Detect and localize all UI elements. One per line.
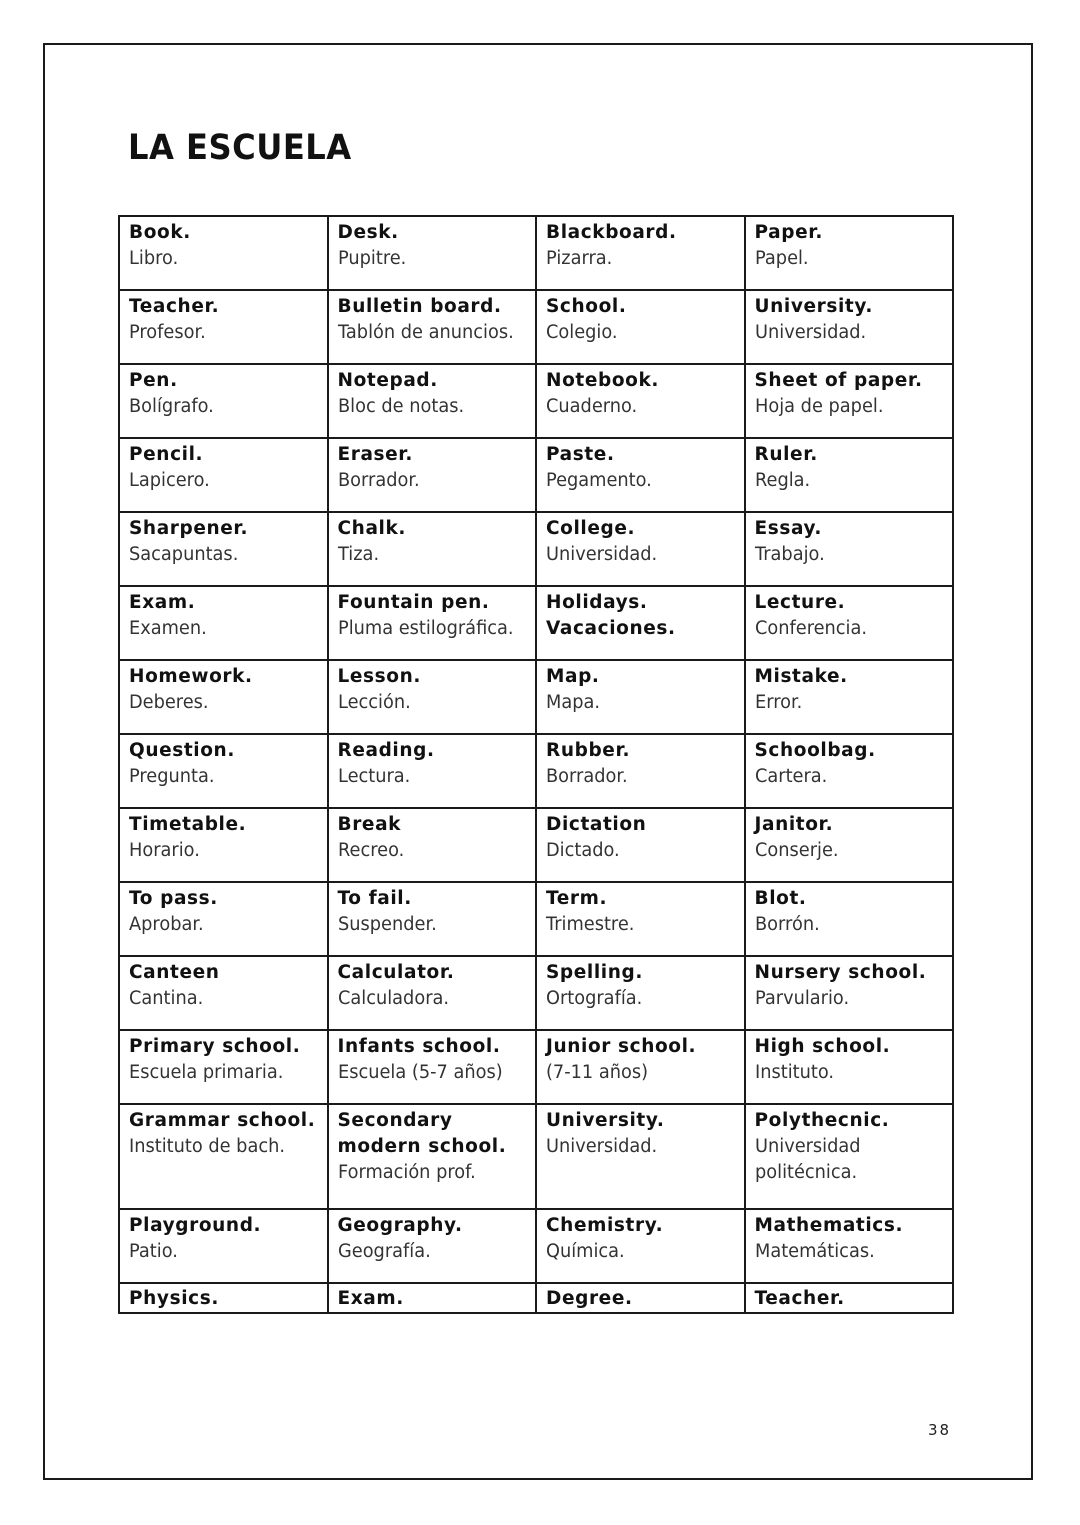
spanish-translation: (7-11 años) xyxy=(546,1062,649,1083)
vocab-cell xyxy=(745,1283,954,1313)
english-term: Essay. xyxy=(754,518,823,539)
english-term: Notepad. xyxy=(337,370,438,391)
english-term: Mistake. xyxy=(754,666,848,687)
spanish-translation: Lapicero. xyxy=(129,470,210,491)
english-term: Term. xyxy=(546,888,608,909)
spanish-translation: Patio. xyxy=(129,1241,178,1262)
spanish-translation: Ortografía. xyxy=(546,988,643,1009)
vocab-cell xyxy=(328,660,537,734)
spanish-translation: Libro. xyxy=(129,248,179,269)
vocab-cell xyxy=(119,216,328,290)
english-term: Desk. xyxy=(337,222,399,243)
spanish-translation: Papel. xyxy=(754,248,809,269)
spanish-translation: Universidad. xyxy=(546,1136,658,1157)
vocab-cell xyxy=(536,512,745,586)
table-row xyxy=(119,808,953,882)
vocab-cell xyxy=(536,882,745,956)
english-term: University. xyxy=(546,1110,665,1131)
spanish-translation: Trabajo. xyxy=(754,544,825,565)
vocab-cell xyxy=(536,1283,745,1313)
english-term: Sheet of paper. xyxy=(754,370,923,391)
english-term: Playground. xyxy=(129,1215,262,1236)
spanish-translation: Sacapuntas. xyxy=(129,544,239,565)
vocab-cell xyxy=(328,956,537,1030)
vocab-cell xyxy=(119,1209,328,1283)
english-term: Exam. xyxy=(129,592,196,613)
vocab-cell xyxy=(328,1209,537,1283)
table-row xyxy=(119,734,953,808)
english-term: Infants school. xyxy=(337,1036,501,1057)
english-term: Physics. xyxy=(129,1288,219,1309)
vocab-cell xyxy=(328,216,537,290)
english-term-line: Secondary xyxy=(337,1110,453,1131)
vocab-cell xyxy=(745,512,954,586)
spanish-translation: Bolígrafo. xyxy=(129,396,214,417)
vocab-cell xyxy=(119,364,328,438)
vocab-cell xyxy=(536,1104,745,1209)
english-term: Spelling. xyxy=(546,962,643,983)
spanish-translation: Pizarra. xyxy=(546,248,613,269)
spanish-translation: politécnica. xyxy=(754,1162,857,1183)
english-term: Bulletin board. xyxy=(337,296,502,317)
table-row xyxy=(119,1283,953,1313)
vocab-cell xyxy=(536,364,745,438)
english-term: Timetable. xyxy=(129,814,247,835)
vocab-cell xyxy=(119,586,328,660)
english-term: Junior school. xyxy=(546,1036,697,1057)
spanish-translation: Lección. xyxy=(337,692,411,713)
english-term: University. xyxy=(754,296,873,317)
spanish-translation: Vacaciones. xyxy=(546,618,676,639)
spanish-translation: Cuaderno. xyxy=(546,396,638,417)
english-term: Notebook. xyxy=(546,370,659,391)
table-row xyxy=(119,438,953,512)
table-row xyxy=(119,512,953,586)
spanish-translation: Lectura. xyxy=(337,766,410,787)
vocab-cell xyxy=(328,734,537,808)
spanish-translation: Pegamento. xyxy=(546,470,652,491)
english-term: Sharpener. xyxy=(129,518,249,539)
vocab-cell xyxy=(745,882,954,956)
vocab-cell xyxy=(536,216,745,290)
table-row xyxy=(119,660,953,734)
table-row xyxy=(119,290,953,364)
spanish-translation: Formación prof. xyxy=(337,1162,476,1183)
vocab-cell xyxy=(745,734,954,808)
english-term: Break xyxy=(337,814,402,835)
spanish-translation: Hoja de papel. xyxy=(754,396,883,417)
english-term: Teacher. xyxy=(754,1288,845,1309)
vocab-cell xyxy=(536,808,745,882)
vocab-cell xyxy=(119,956,328,1030)
vocab-cell xyxy=(328,808,537,882)
spanish-translation: Escuela (5-7 años) xyxy=(337,1062,503,1083)
english-term: Book. xyxy=(129,222,191,243)
vocab-cell xyxy=(119,882,328,956)
vocab-cell xyxy=(119,1283,328,1313)
spanish-translation: Parvulario. xyxy=(754,988,849,1009)
english-term: Paste. xyxy=(546,444,615,465)
spanish-translation: Recreo. xyxy=(337,840,404,861)
vocab-cell xyxy=(745,290,954,364)
english-term: Lesson. xyxy=(337,666,421,687)
english-term: Pen. xyxy=(129,370,178,391)
vocab-cell xyxy=(745,956,954,1030)
spanish-translation: Tablón de anuncios. xyxy=(337,322,514,343)
vocab-cell xyxy=(328,290,537,364)
vocab-cell xyxy=(328,586,537,660)
vocab-cell xyxy=(536,586,745,660)
vocab-cell xyxy=(328,364,537,438)
vocab-cell xyxy=(536,1209,745,1283)
table-row xyxy=(119,882,953,956)
vocab-cell xyxy=(328,512,537,586)
english-term: Chalk. xyxy=(337,518,407,539)
vocab-cell xyxy=(119,438,328,512)
table-row xyxy=(119,1104,953,1209)
spanish-translation: Borrador. xyxy=(337,470,420,491)
spanish-translation: Cantina. xyxy=(129,988,204,1009)
spanish-translation: Conserje. xyxy=(754,840,839,861)
spanish-translation: Profesor. xyxy=(129,322,206,343)
english-term: Chemistry. xyxy=(546,1215,664,1236)
english-term: Teacher. xyxy=(129,296,220,317)
spanish-translation: Conferencia. xyxy=(754,618,867,639)
spanish-translation: Pupitre. xyxy=(337,248,406,269)
table-row xyxy=(119,1030,953,1104)
english-term: Homework. xyxy=(129,666,253,687)
english-term: Schoolbag. xyxy=(754,740,876,761)
vocabulary-table xyxy=(118,215,954,1314)
english-term: Janitor. xyxy=(754,814,834,835)
page-number: 38 xyxy=(928,1421,952,1439)
spanish-translation: Aprobar. xyxy=(129,914,204,935)
english-term: Eraser. xyxy=(337,444,414,465)
english-term-line: modern school. xyxy=(337,1136,507,1157)
vocab-cell xyxy=(328,1104,537,1209)
english-term: Primary school. xyxy=(129,1036,301,1057)
spanish-translation: Mapa. xyxy=(546,692,601,713)
vocab-cell xyxy=(119,660,328,734)
vocab-cell xyxy=(745,586,954,660)
vocab-cell xyxy=(745,1209,954,1283)
english-term: Question. xyxy=(129,740,235,761)
english-term: Reading. xyxy=(337,740,435,761)
english-term: Pencil. xyxy=(129,444,204,465)
spanish-translation: Pluma estilográfica. xyxy=(337,618,514,639)
vocab-cell xyxy=(745,660,954,734)
english-term: School. xyxy=(546,296,627,317)
vocab-cell xyxy=(119,512,328,586)
spanish-translation: Tiza. xyxy=(337,544,379,565)
spanish-translation: Instituto de bach. xyxy=(129,1136,286,1157)
vocab-cell xyxy=(119,808,328,882)
spanish-translation: Química. xyxy=(546,1241,625,1262)
vocab-cell xyxy=(328,438,537,512)
spanish-translation: Borrador. xyxy=(546,766,628,787)
english-term: Lecture. xyxy=(754,592,846,613)
english-term: Rubber. xyxy=(546,740,631,761)
vocab-cell xyxy=(536,290,745,364)
spanish-translation: Universidad. xyxy=(754,322,866,343)
spanish-translation: Calculadora. xyxy=(337,988,449,1009)
spanish-translation: Trimestre. xyxy=(546,914,635,935)
english-term: Paper. xyxy=(754,222,823,243)
spanish-translation: Examen. xyxy=(129,618,207,639)
table-row xyxy=(119,364,953,438)
spanish-translation: Dictado. xyxy=(546,840,620,861)
english-term: Blot. xyxy=(754,888,807,909)
vocab-cell xyxy=(745,1104,954,1209)
spanish-translation: Escuela primaria. xyxy=(129,1062,284,1083)
english-term: Nursery school. xyxy=(754,962,927,983)
vocab-cell xyxy=(745,438,954,512)
english-term: Exam. xyxy=(337,1288,404,1309)
english-term: Grammar school. xyxy=(129,1110,316,1131)
spanish-translation: Pregunta. xyxy=(129,766,215,787)
spanish-translation: Instituto. xyxy=(754,1062,834,1083)
vocabulary-table-body xyxy=(119,216,953,1313)
spanish-translation: Deberes. xyxy=(129,692,209,713)
english-term: To fail. xyxy=(337,888,412,909)
vocab-cell xyxy=(536,1030,745,1104)
vocab-cell xyxy=(328,1283,537,1313)
vocab-cell xyxy=(536,956,745,1030)
spanish-translation: Horario. xyxy=(129,840,200,861)
english-term: Geography. xyxy=(337,1215,463,1236)
spanish-translation: Bloc de notas. xyxy=(337,396,464,417)
spanish-translation: Matemáticas. xyxy=(754,1241,875,1262)
spanish-translation: Regla. xyxy=(754,470,810,491)
table-row xyxy=(119,956,953,1030)
spanish-translation: Universidad. xyxy=(546,544,658,565)
english-term: Dictation xyxy=(546,814,647,835)
spanish-translation: Universidad xyxy=(754,1136,861,1157)
english-term: High school. xyxy=(754,1036,891,1057)
english-term: Canteen xyxy=(129,962,220,983)
vocab-cell xyxy=(745,364,954,438)
vocab-cell xyxy=(328,882,537,956)
vocab-cell xyxy=(119,1030,328,1104)
vocab-cell xyxy=(119,290,328,364)
english-term: Mathematics. xyxy=(754,1215,904,1236)
vocab-cell xyxy=(745,808,954,882)
english-term: Fountain pen. xyxy=(337,592,490,613)
page-title: LA ESCUELA xyxy=(128,128,352,168)
vocab-cell xyxy=(328,1030,537,1104)
vocab-cell xyxy=(745,1030,954,1104)
spanish-translation: Colegio. xyxy=(546,322,618,343)
english-term: Polythecnic. xyxy=(754,1110,890,1131)
vocab-cell xyxy=(119,734,328,808)
table-row xyxy=(119,1209,953,1283)
vocab-cell xyxy=(745,216,954,290)
english-term: Blackboard. xyxy=(546,222,677,243)
spanish-translation: Suspender. xyxy=(337,914,437,935)
english-term: Ruler. xyxy=(754,444,818,465)
spanish-translation: Cartera. xyxy=(754,766,827,787)
table-row xyxy=(119,586,953,660)
english-term: Degree. xyxy=(546,1288,633,1309)
english-term: To pass. xyxy=(129,888,218,909)
vocab-cell xyxy=(536,734,745,808)
english-term: Calculator. xyxy=(337,962,455,983)
english-term: Map. xyxy=(546,666,600,687)
vocab-cell xyxy=(119,1104,328,1209)
vocab-cell xyxy=(536,438,745,512)
vocab-cell xyxy=(536,660,745,734)
spanish-translation: Error. xyxy=(754,692,802,713)
table-row xyxy=(119,216,953,290)
spanish-translation: Geografía. xyxy=(337,1241,431,1262)
english-term: College. xyxy=(546,518,636,539)
english-term: Holidays. xyxy=(546,592,648,613)
spanish-translation: Borrón. xyxy=(754,914,820,935)
